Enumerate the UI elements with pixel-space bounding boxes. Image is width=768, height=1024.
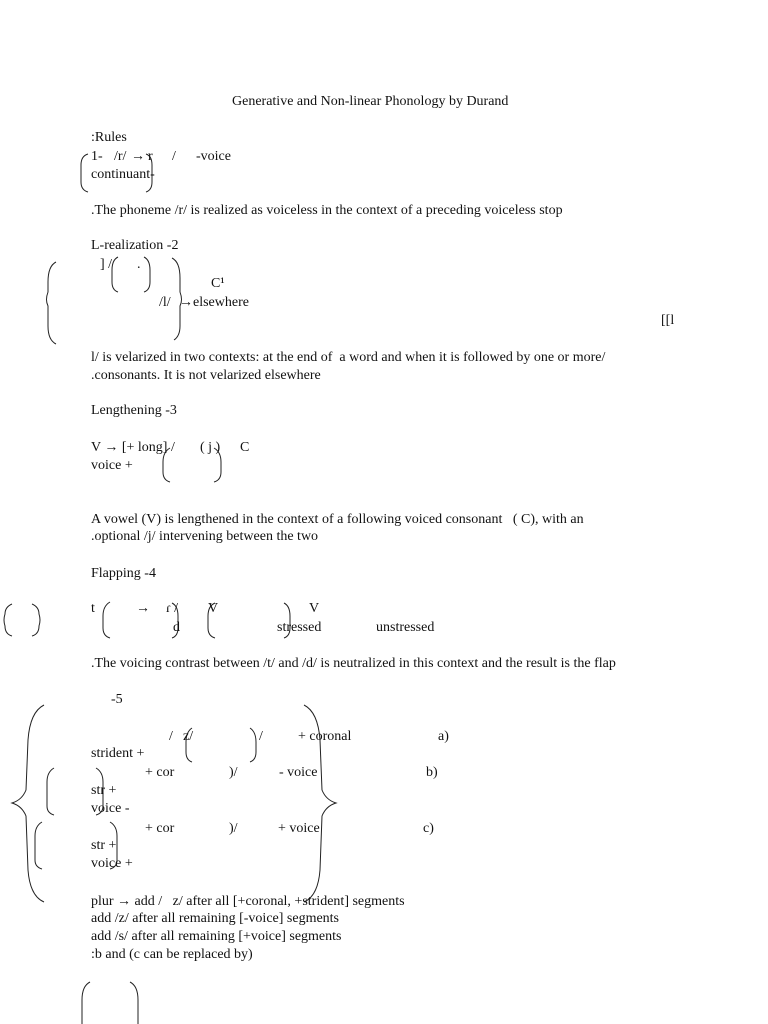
rule1-left-brace (81, 154, 88, 192)
bottom-left-bracket (82, 982, 90, 1024)
rule2-c1: C¹ (211, 276, 225, 291)
rule5-plural-line2: add /z/ after all remaining [-voice] segments (91, 911, 340, 926)
rule3-line2: voice + (91, 458, 133, 473)
rule5-a-slash2: / (259, 729, 263, 744)
rule4-d: d (173, 620, 180, 635)
rule3-heading: Lengthening -3 (91, 403, 177, 418)
rule4-far-right-brace (32, 604, 40, 636)
page-title: Generative and Non-linear Phonology by Durand (232, 94, 509, 109)
rule5-plural-line4: :b and (c can be replaced by) (91, 947, 253, 962)
rule1-line2: continuant- (91, 167, 155, 182)
rules-header: :Rules (91, 130, 127, 145)
rule5-c-line2: str + (91, 838, 117, 853)
rule5-b-mid: )/ (229, 765, 238, 780)
rule2-lhs: /l/ (159, 295, 171, 310)
rule5-c-mid: )/ (229, 821, 238, 836)
rule5-c-feature2: + voice (278, 821, 320, 836)
rule5-plural-line1: plur → add / z/ after all [+coronal, +strident] segments (91, 894, 405, 909)
rule4-left-bracket (103, 602, 110, 638)
rule5-c-label: c) (423, 821, 434, 836)
bottom-right-bracket (130, 982, 138, 1024)
rule1-number: 1- (91, 149, 103, 164)
rule2-explanation-line2: .consonants. It is not velarized elsewhere (91, 368, 321, 383)
rule5-a-feature: + coronal (298, 729, 352, 744)
rule2-heading: L-realization -2 (91, 238, 179, 253)
rule4-t: t (91, 601, 95, 616)
rule5-b-left (47, 768, 54, 815)
rule1-output: r (148, 149, 153, 164)
rule5-plural-line3: add /s/ after all remaining [+voice] segments (91, 929, 342, 944)
rule5-b-line3: voice - (91, 801, 130, 816)
rule2-elsewhere: →elsewhere (179, 295, 249, 310)
rule5-b-label: b) (426, 765, 438, 780)
rule2-inner-right-brace (144, 257, 150, 292)
rule5-c-feature1: + cor (145, 821, 175, 836)
rule1-arrow: → (131, 149, 145, 164)
rule3-line1: V → [+ long] / (91, 440, 175, 455)
rule2-explanation-line1: l/ is velarized in two contexts: at the end of a word and when it is followed by one or more/ (91, 350, 606, 365)
rule5-big-left-brace (12, 705, 44, 902)
rule4-stressed: stressed (277, 620, 322, 635)
rule5-b-line2: str + (91, 783, 117, 798)
rule4-unstressed: unstressed (376, 620, 435, 635)
rule4-explanation: .The voicing contrast between /t/ and /d/ is neutralized in this context and the result is the flap (91, 656, 616, 671)
rule3-explanation-line2: .optional /j/ intervening between the two (91, 529, 319, 544)
rule5-a-label: a) (438, 729, 449, 744)
rule1-feature: -voice (196, 149, 231, 164)
rule5-b-feature1: + cor (145, 765, 175, 780)
rule5-c-left (35, 822, 42, 869)
rule5-b-feature2: - voice (279, 765, 318, 780)
rule5-a-slash: / (169, 729, 173, 744)
rule5-c-line3: voice + (91, 856, 133, 871)
rule2-inner-left-brace (112, 257, 118, 292)
rule3-c: C (240, 440, 250, 455)
rule4-v1: V (208, 601, 219, 616)
rule3-explanation-line1: A vowel (V) is lengthened in the context of a following voiced consonant ( C), with an (91, 512, 584, 527)
rule3-j: ( j ) (200, 440, 221, 455)
rule5-a-right (250, 728, 256, 762)
rule5-a-z: z/ (183, 729, 194, 744)
rule5-a-line2: strident + (91, 746, 145, 761)
rule2-outer-left-brace (47, 262, 57, 344)
rule4-flap: ɾ / (166, 601, 179, 616)
rule5-number: -5 (111, 692, 123, 707)
rule2-far-right: [[l (661, 313, 675, 328)
rule4-far-left-brace (4, 604, 12, 636)
rule1-slash: / (172, 149, 176, 164)
rule4-heading: Flapping -4 (91, 566, 156, 581)
rule1-explanation: .The phoneme /r/ is realized as voiceless in the context of a preceding voiceless stop (91, 203, 563, 218)
rule1-lhs: /r/ (114, 149, 127, 164)
rule4-v2: V (309, 601, 320, 616)
rule2-bracket-open: ] / (100, 257, 113, 272)
rule2-dot: . (137, 257, 141, 272)
rule4-arrow: → (136, 601, 150, 616)
